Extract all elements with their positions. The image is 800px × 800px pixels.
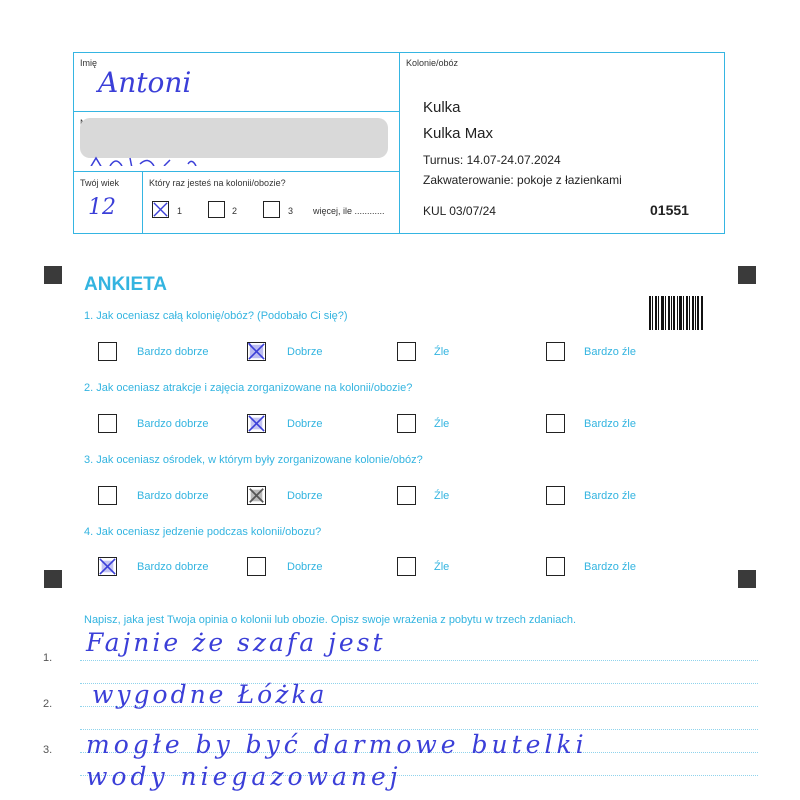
- q2-option-dobrze[interactable]: [247, 414, 266, 433]
- q3-option-bardzo-zle[interactable]: [546, 486, 565, 505]
- x-mark-icon: [248, 487, 265, 504]
- answer-3: mogłe by być darmowe butelki: [86, 730, 588, 759]
- option-label: Dobrze: [287, 490, 323, 502]
- x-mark-icon: [248, 415, 265, 432]
- line-number-1: 1.: [43, 652, 53, 664]
- option-label: Źle: [434, 418, 450, 430]
- x-mark-icon: [99, 558, 116, 575]
- question-3: 3. Jak oceniasz ośrodek, w którym były zorganizowane kolonie/obóz?: [84, 454, 423, 466]
- redacted-surname: [80, 118, 388, 158]
- option-label: Źle: [434, 346, 450, 358]
- times-label: Który raz jesteś na kolonii/obozie?: [149, 178, 286, 188]
- name-value: Antoni: [98, 66, 192, 99]
- turnus-dates: Turnus: 14.07-24.07.2024: [423, 153, 561, 167]
- q4-option-zle[interactable]: [397, 557, 416, 576]
- q2-option-zle[interactable]: [397, 414, 416, 433]
- option-label: Źle: [434, 490, 450, 502]
- question-4: 4. Jak oceniasz jedzenie podczas kolonii/obozu?: [84, 526, 322, 538]
- option-label: Źle: [434, 561, 450, 573]
- times-option-3: 3: [288, 206, 294, 216]
- q4-option-bardzo-zle[interactable]: [546, 557, 565, 576]
- option-label: Bardzo źle: [584, 561, 636, 573]
- times-checkbox-3[interactable]: [263, 201, 280, 218]
- barcode: [649, 296, 703, 330]
- q1-option-bardzo-dobrze[interactable]: [98, 342, 117, 361]
- option-label: Bardzo źle: [584, 490, 636, 502]
- survey-title: ANKIETA: [84, 274, 168, 295]
- surname-handwriting-fragment: [88, 156, 208, 166]
- q3-option-zle[interactable]: [397, 486, 416, 505]
- question-1: 1. Jak oceniasz całą kolonię/obóz? (Podobało Ci się?): [84, 310, 348, 322]
- age-label: Twój wiek: [80, 178, 120, 188]
- form-number: 01551: [650, 202, 689, 218]
- times-option-1: 1: [177, 206, 183, 216]
- accommodation: Zakwaterowanie: pokoje z łazienkami: [423, 173, 622, 187]
- answer-2: wygodne Łóżka: [92, 680, 328, 709]
- registration-marker: [44, 266, 62, 284]
- line-number-3: 3.: [43, 744, 53, 756]
- q4-option-bardzo-dobrze[interactable]: [98, 557, 117, 576]
- times-more: więcej, ile ............: [313, 206, 385, 216]
- q4-option-dobrze[interactable]: [247, 557, 266, 576]
- question-2: 2. Jak oceniasz atrakcje i zajęcia zorganizowane na kolonii/obozie?: [84, 382, 413, 394]
- q1-option-dobrze[interactable]: [247, 342, 266, 361]
- camp-name: Kulka: [423, 99, 461, 116]
- option-label: Bardzo źle: [584, 418, 636, 430]
- registration-marker: [44, 570, 62, 588]
- q2-option-bardzo-dobrze[interactable]: [98, 414, 117, 433]
- x-mark-icon: [153, 202, 168, 217]
- option-label: Bardzo dobrze: [137, 561, 209, 573]
- option-label: Bardzo dobrze: [137, 346, 209, 358]
- camp-name-2: Kulka Max: [423, 125, 494, 142]
- option-label: Bardzo źle: [584, 346, 636, 358]
- opinion-prompt: Napisz, jaka jest Twoja opinia o kolonii lub obozie. Opisz swoje wrażenia z pobytu w trzech zdaniach.: [84, 614, 576, 626]
- line-number-2: 2.: [43, 698, 53, 710]
- times-checkbox-2[interactable]: [208, 201, 225, 218]
- registration-marker: [738, 570, 756, 588]
- age-value: 12: [88, 195, 116, 220]
- camp-code: KUL 03/07/24: [423, 204, 496, 218]
- option-label: Bardzo dobrze: [137, 490, 209, 502]
- camp-label: Kolonie/obóz: [406, 58, 459, 68]
- q1-option-bardzo-zle[interactable]: [546, 342, 565, 361]
- q3-option-dobrze[interactable]: [247, 486, 266, 505]
- answer-line: [80, 660, 758, 661]
- q3-option-bardzo-dobrze[interactable]: [98, 486, 117, 505]
- name-label: Imię: [80, 58, 98, 68]
- option-label: Dobrze: [287, 561, 323, 573]
- registration-marker: [738, 266, 756, 284]
- q2-option-bardzo-zle[interactable]: [546, 414, 565, 433]
- option-label: Dobrze: [287, 418, 323, 430]
- q1-option-zle[interactable]: [397, 342, 416, 361]
- times-option-2: 2: [232, 206, 238, 216]
- x-mark-icon: [248, 343, 265, 360]
- option-label: Bardzo dobrze: [137, 418, 209, 430]
- answer-3-continued: wody niegazowanej: [86, 762, 402, 791]
- answer-1: Fajnie że szafa jest: [86, 628, 386, 657]
- option-label: Dobrze: [287, 346, 323, 358]
- times-checkbox-1[interactable]: [152, 201, 169, 218]
